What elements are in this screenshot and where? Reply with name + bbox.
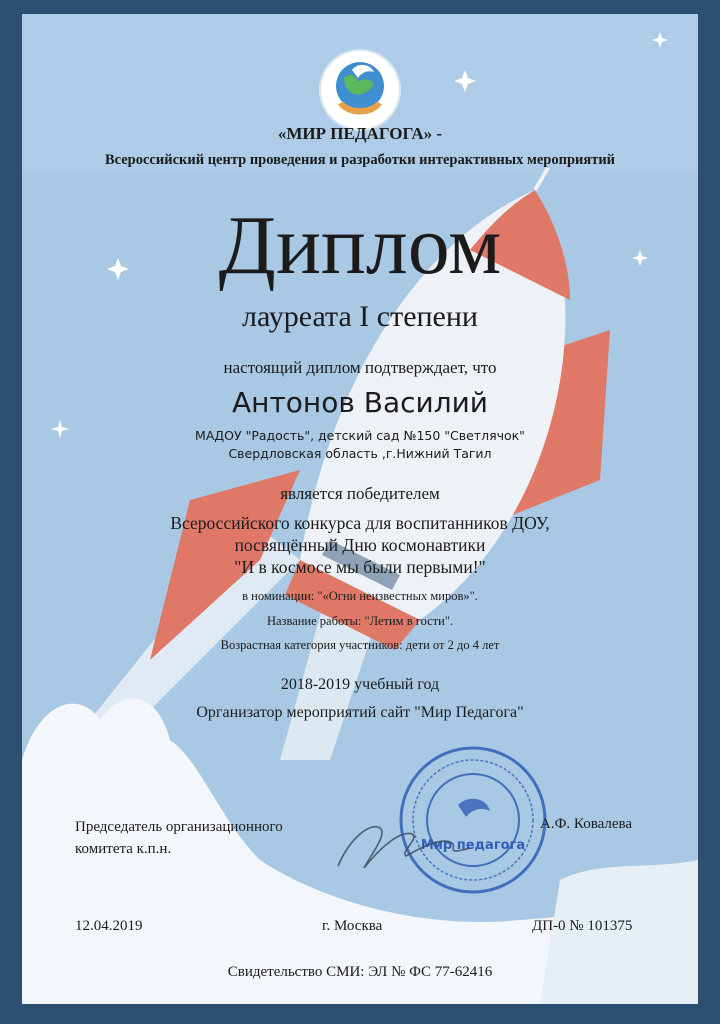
institution-line: МАДОУ "Радость", детский сад №150 "Светлячок" [195, 428, 525, 443]
organizer: Организатор мероприятий сайт "Мир Педагога" [196, 704, 524, 721]
work-title: Название работы: "Летим в гости". [266, 614, 454, 628]
age-category: Возрастная категория участников: дети от 2 до 4 лет [220, 638, 500, 652]
contest-name [0, 512, 720, 578]
contest-line: посвящённый Дню космонавтики [234, 535, 486, 555]
signature-icon [330, 808, 480, 878]
stamp-text: Мир педагога [420, 838, 526, 853]
recipient-name: Антонов Василий [232, 386, 488, 419]
issue-city: г. Москва [322, 918, 383, 934]
chair-line: Председатель организационного [75, 819, 283, 835]
globe-hands-dove-icon [318, 48, 402, 132]
media-certificate: Свидетельство СМИ: ЭЛ № ФС 77-62416 [227, 964, 493, 980]
contest-line: Всероссийского конкурса для воспитанников ДОУ, [170, 513, 550, 533]
chair-line: комитета к.п.н. [75, 841, 172, 857]
chair-title [75, 816, 335, 860]
institution-line: Свердловская область ,г.Нижний Тагил [228, 446, 492, 461]
winner-text: является победителем [280, 484, 440, 503]
school-year: 2018-2019 учебный год [280, 676, 440, 693]
chair-name: А.Ф. Ковалева [540, 816, 633, 832]
diploma-degree: лауреата I степени [242, 300, 478, 333]
document-number: ДП-0 № 101375 [532, 918, 633, 934]
institution [0, 427, 720, 463]
org-title: «МИР ПЕДАГОГА» - [277, 124, 443, 143]
issue-date: 12.04.2019 [75, 918, 143, 934]
contest-line: "И в космосе мы были первыми!" [234, 557, 486, 577]
nomination: в номинации: "«Огни неизвестных миров»". [242, 589, 478, 603]
confirm-text: настоящий диплом подтверждает, что [223, 358, 497, 377]
diploma-title: Диплом [218, 199, 502, 292]
org-subtitle: Всероссийский центр проведения и разработки интерактивных мероприятий [104, 152, 616, 168]
